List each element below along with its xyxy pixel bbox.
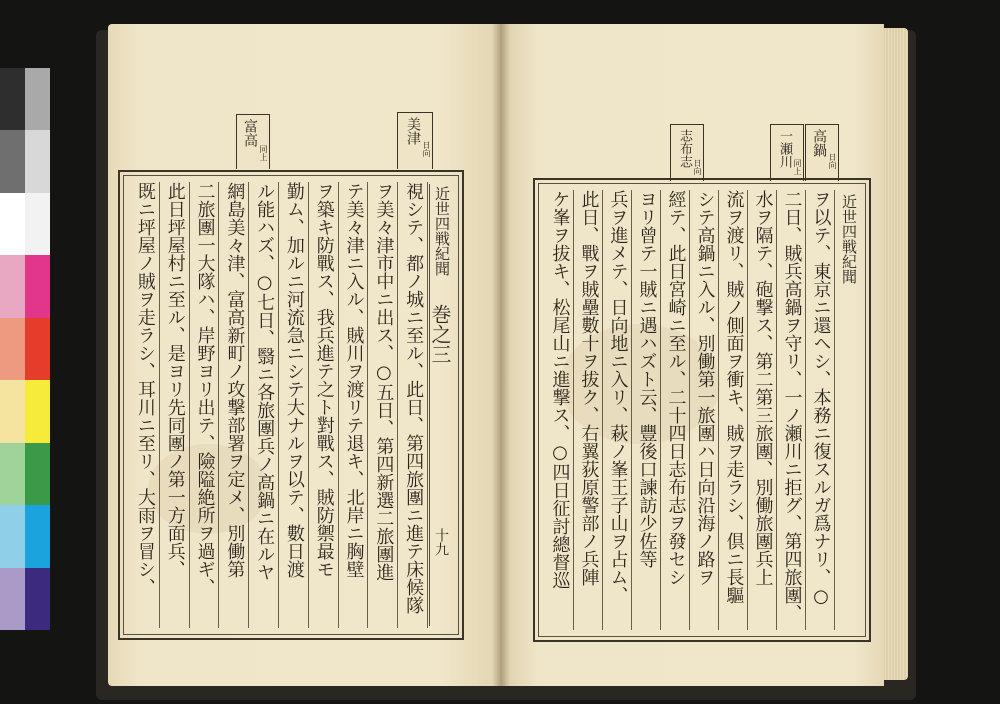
left-label-1-sub: 日向 <box>422 141 431 157</box>
calibration-swatch <box>25 568 50 631</box>
text-column: ヲ築キ防戰ス、我兵進テ之ト對戰ス、賊防禦最モ <box>313 182 335 578</box>
column-rule <box>660 190 661 630</box>
text-column: テ美々津ニ入ル、賊川ヲ渡リテ退キ、北岸ニ胸壁 <box>343 182 365 578</box>
column-rule <box>776 190 777 630</box>
calibration-swatch <box>25 380 50 443</box>
text-column: 二日、賊兵高鍋ヲ守リ、一ノ瀬川ニ拒グ、第四旅團、 <box>781 190 803 622</box>
calibration-swatch <box>0 443 25 506</box>
column-rule <box>367 182 368 628</box>
calibration-swatch <box>25 443 50 506</box>
text-column: ケ峯ヲ拔キ、松尾山ニ進撃ス、○四日征討總督巡 <box>549 190 571 589</box>
left-label-2-sub: 同上 <box>259 145 268 161</box>
calibration-swatch <box>0 505 25 568</box>
column-rule <box>278 182 279 628</box>
column-rule <box>718 190 719 630</box>
right-label-1-sub: 日向 <box>828 153 837 169</box>
column-rule <box>834 190 835 630</box>
calibration-swatch <box>25 255 50 318</box>
left-label-1 <box>397 112 433 169</box>
column-rule <box>602 190 603 630</box>
calibration-swatch <box>0 255 25 318</box>
column-rule <box>631 190 632 630</box>
column-rule <box>159 182 160 628</box>
text-column: 勤ム、加ルニ河流急ニシテ大ナルヲ以テ、數日渡 <box>283 182 305 578</box>
text-column: 網島美々津、富高新町ノ攻撃部署ヲ定メ、別働第 <box>224 182 246 578</box>
column-rule <box>805 190 806 630</box>
text-column: 水ヲ隔テ、砲撃ス、第二第三旅團、別働旅團兵上 <box>752 190 774 586</box>
column-rule <box>747 190 748 630</box>
column-rule <box>397 182 398 628</box>
right-text-frame <box>533 178 871 642</box>
left-label-1-main: 美津 <box>405 117 421 145</box>
right-label-3-main: 志布志 <box>677 129 692 168</box>
left-page-folio: 十九 <box>433 528 449 556</box>
text-column: シテ高鍋ニ入ル、別働第一旅團ハ日向沿海ノ路ヲ <box>694 190 716 586</box>
right-label-1 <box>805 124 839 181</box>
right-label-3 <box>670 124 704 181</box>
color-calibration-strip <box>0 68 50 630</box>
column-rule <box>573 190 574 630</box>
column-rule <box>218 182 219 628</box>
book-gutter <box>492 24 510 686</box>
left-page-running-title: 近世四戦紀聞 <box>433 186 451 276</box>
calibration-swatch <box>0 130 25 193</box>
calibration-swatch <box>25 318 50 381</box>
column-rule <box>338 182 339 628</box>
text-column: ヲ美々津市中ニ出ス、○五日、第四新選二旅團進 <box>373 182 395 581</box>
column-rule <box>427 182 428 628</box>
calibration-swatch <box>25 193 50 256</box>
right-label-3-sub: 日向 <box>693 159 702 175</box>
calibration-swatch <box>0 68 25 131</box>
right-label-1-main: 高鍋 <box>811 129 827 157</box>
text-column: 既ニ坪屋ノ賊ヲ走ラシ、耳川ニ至リ、大雨ヲ冒シ、 <box>134 182 156 596</box>
column-rule <box>308 182 309 628</box>
text-column: 兵ヲ進メテ、日向地ニ入リ、萩ノ峯王子山ヲ占ム、 <box>607 190 629 604</box>
left-page-margin-column <box>429 184 458 626</box>
text-column: 經テ、此日宮崎ニ至ル、二十四日志布志ヲ發セシ <box>665 190 687 586</box>
text-column: 此日坪屋村ニ至ル、是ヨリ先同團ノ第一方面兵、 <box>164 182 186 578</box>
text-column: ヲ以テ、東京ニ還ヘシ、本務ニ復スルガ爲ナリ、○ <box>810 190 832 607</box>
calibration-swatch <box>25 505 50 568</box>
right-label-2-sub: 同上 <box>793 159 802 175</box>
text-column: ヨリ曾テ一賊ニ遇ハズト云、豐後口諫訪少佐等 <box>636 190 658 568</box>
right-page-margin-column <box>837 192 865 628</box>
text-column: 二旅團一大隊ハ、岸野ヨリ出テ、險隘絶所ヲ過ギ、 <box>194 182 216 596</box>
column-rule <box>689 190 690 630</box>
column-rule <box>189 182 190 628</box>
left-label-2 <box>236 114 270 169</box>
left-page-volume: 巻之三 <box>428 304 452 364</box>
text-column: 視シテ、都ノ城ニ至ル、此日、第四旅團ニ進テ床候隊 <box>403 182 425 614</box>
text-column: 流ヲ渡リ、賊ノ側面ヲ衝キ、賊ヲ走ラシ、倶ニ長驅 <box>723 190 745 604</box>
calibration-swatch <box>0 193 25 256</box>
column-rule <box>248 182 249 628</box>
right-label-2-main: 一瀬川 <box>777 129 792 168</box>
left-text-frame <box>118 170 464 640</box>
text-column: ル能ハズ、○七日、翳ニ各旅團兵ノ高鍋ニ在ルヤ <box>254 182 276 581</box>
left-label-2-main: 富高 <box>242 119 258 147</box>
right-page-running-title: 近世四戦紀聞 <box>840 194 858 284</box>
calibration-swatch <box>25 68 50 131</box>
calibration-swatch <box>0 380 25 443</box>
calibration-swatch <box>0 318 25 381</box>
calibration-swatch <box>25 130 50 193</box>
right-label-2 <box>770 124 804 181</box>
text-column: 此日、戰ヲ賊壘數十ヲ拔ク、右翼荻原警部ノ兵陣 <box>578 190 600 586</box>
calibration-swatch <box>0 568 25 631</box>
